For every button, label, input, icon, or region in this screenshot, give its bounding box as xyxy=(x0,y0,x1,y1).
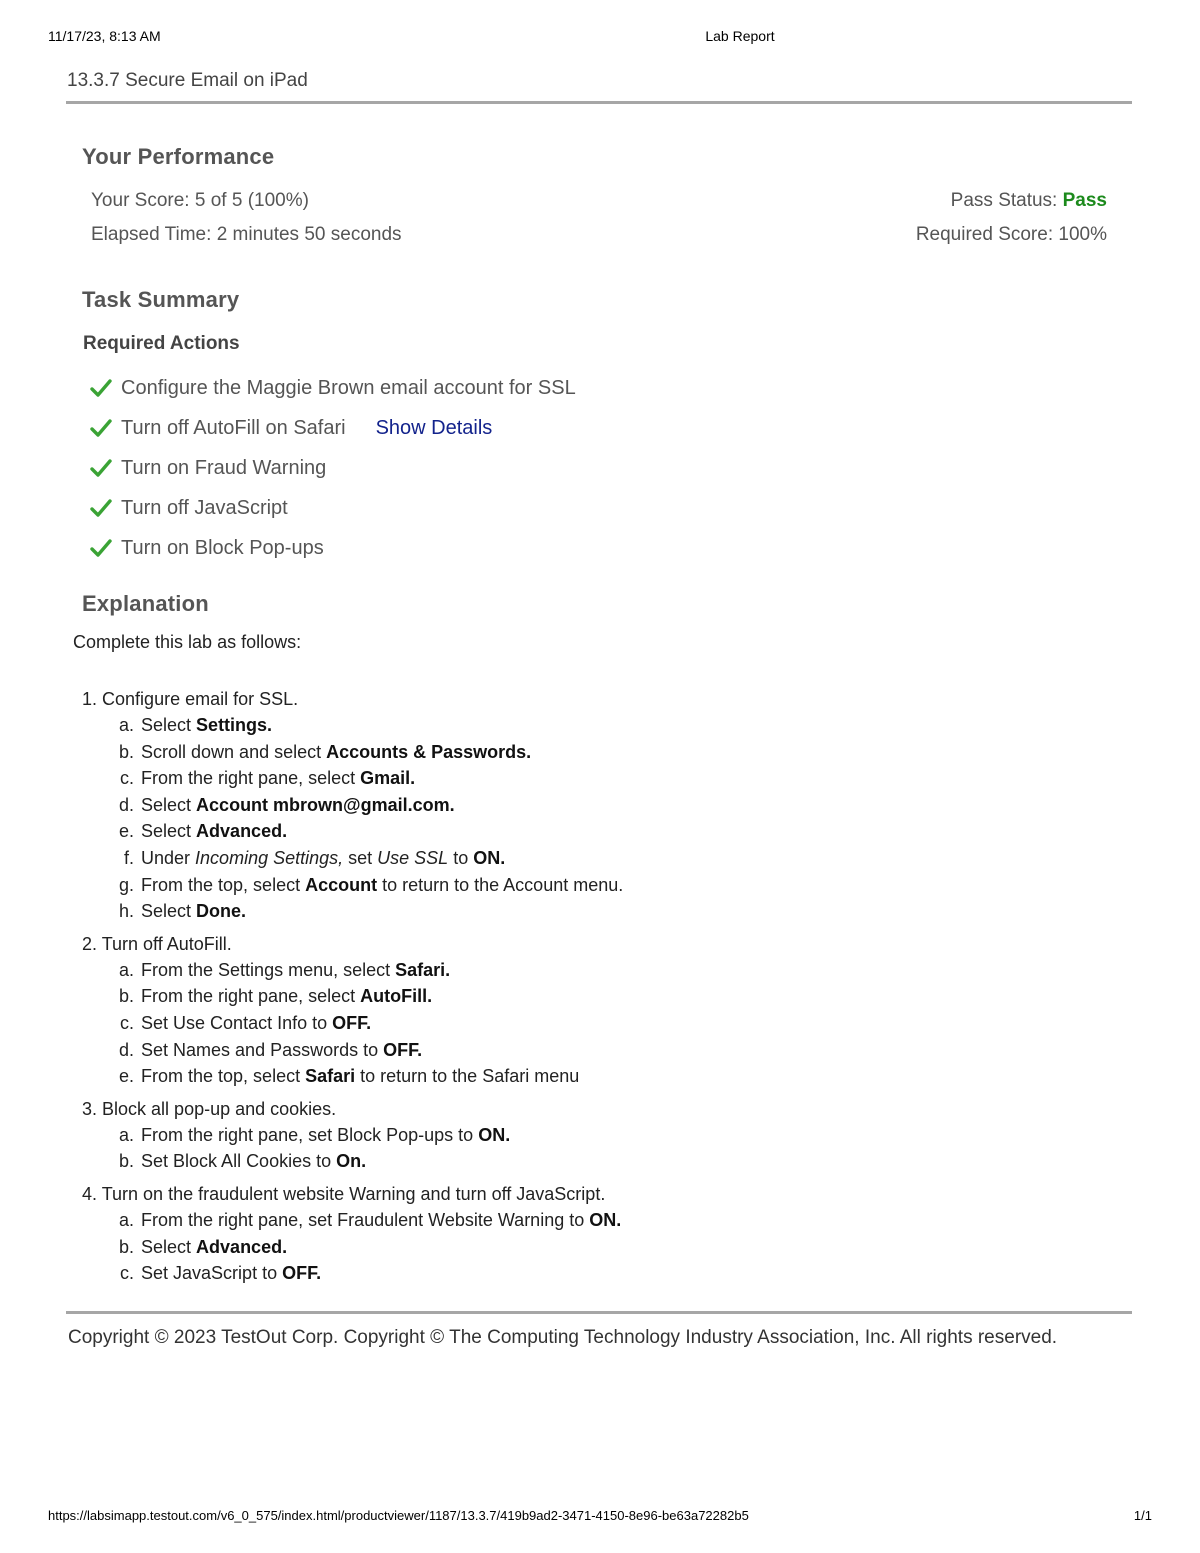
sub-step xyxy=(82,1260,1082,1287)
action-label: Turn on Block Pop-ups xyxy=(121,536,324,559)
elapsed-row xyxy=(91,224,1107,246)
sub-step-text: From the Settings menu, select xyxy=(141,959,396,980)
required-actions-list xyxy=(90,368,790,568)
action-item xyxy=(90,368,790,408)
sub-step xyxy=(82,845,1082,872)
sub-step-text: Account xyxy=(305,874,378,895)
sub-step-label: b. xyxy=(118,1151,134,1172)
step-text: Configure email for SSL. xyxy=(102,689,299,709)
step-heading xyxy=(82,931,1082,957)
explanation-step xyxy=(82,931,1082,1090)
step-heading xyxy=(82,686,1082,712)
explanation-heading: Explanation xyxy=(82,591,209,616)
page-number: 1/1 xyxy=(1133,1508,1152,1523)
task-summary-heading: Task Summary xyxy=(82,287,240,312)
print-title: Lab Report xyxy=(705,28,775,44)
step-number: 2. xyxy=(82,933,98,954)
print-header xyxy=(48,28,1152,48)
score-row xyxy=(91,190,1107,212)
sub-step-text: Done. xyxy=(196,901,247,922)
sub-step-text: Incoming Settings, xyxy=(195,847,344,868)
sub-step-text: On. xyxy=(336,1151,367,1172)
sub-step-text: Select xyxy=(141,901,197,922)
action-label: Turn off JavaScript xyxy=(121,496,288,519)
sub-step-text: OFF. xyxy=(383,1039,423,1060)
sub-step-text: set xyxy=(343,847,378,868)
sub-step-text: ON. xyxy=(473,847,506,868)
checkmark-icon xyxy=(90,457,112,479)
sub-step-label: e. xyxy=(118,1066,134,1087)
checkmark-icon xyxy=(90,537,112,559)
pass-status xyxy=(951,190,1107,212)
elapsed-label: Elapsed Time: xyxy=(91,224,212,245)
step-text: Block all pop-up and cookies. xyxy=(102,1098,337,1119)
sub-step-label: d. xyxy=(118,794,134,815)
sub-step-text: Settings. xyxy=(196,715,273,735)
score-label: Your Score: xyxy=(91,190,190,211)
required-score xyxy=(916,224,1107,246)
sub-step xyxy=(82,818,1082,845)
sub-step-text: Set Block All Cookies to xyxy=(141,1151,337,1172)
explanation-step xyxy=(82,1096,1082,1175)
sub-step-text: Select xyxy=(141,715,197,735)
sub-step-text: Use SSL xyxy=(377,847,449,868)
sub-step xyxy=(82,1207,1082,1234)
bottom-divider xyxy=(66,1311,1132,1314)
sub-step xyxy=(82,1063,1082,1090)
step-heading xyxy=(82,1096,1082,1122)
score-value: 5 of 5 (100%) xyxy=(194,190,309,211)
lab-title: 13.3.7 Secure Email on iPad xyxy=(67,70,308,91)
explanation-step xyxy=(82,686,1082,925)
sub-step xyxy=(82,1037,1082,1064)
show-details-link[interactable]: Show Details xyxy=(375,416,493,439)
copyright-notice: Copyright © 2023 TestOut Corp. Copyright © The Computing Technology Industry Association, Inc. All rights reserved. xyxy=(68,1327,1058,1348)
sub-step-label: a. xyxy=(118,1124,134,1145)
sub-step-text: From the top, select xyxy=(141,874,306,895)
sub-step-label: f. xyxy=(123,847,134,868)
action-label: Turn on Fraud Warning xyxy=(121,456,327,479)
sub-step xyxy=(82,1122,1082,1149)
sub-step-label: a. xyxy=(118,959,134,980)
required-actions-heading: Required Actions xyxy=(83,333,240,354)
sub-step-text: OFF. xyxy=(332,1012,372,1033)
sub-step-text: Safari xyxy=(305,1066,356,1087)
sub-step-text: OFF. xyxy=(282,1263,322,1284)
pass-status-value: Pass xyxy=(1062,190,1107,211)
step-number: 1. xyxy=(82,689,98,709)
sub-step xyxy=(82,898,1082,925)
pass-status-label: Pass Status: xyxy=(950,190,1058,211)
sub-step-text: Scroll down and select xyxy=(141,741,327,762)
sub-step-text: Advanced. xyxy=(196,821,288,842)
sub-step-text: Set JavaScript to xyxy=(141,1263,283,1284)
sub-step xyxy=(82,792,1082,819)
sub-step xyxy=(82,1234,1082,1261)
sub-step-text: ON. xyxy=(589,1209,622,1230)
explanation-steps xyxy=(82,686,1082,1293)
action-item xyxy=(90,448,790,488)
sub-step-text: to return to the Account menu. xyxy=(377,874,624,895)
step-text: Turn off AutoFill. xyxy=(101,933,232,954)
sub-step-label: b. xyxy=(118,741,134,762)
checkmark-icon xyxy=(90,417,112,439)
print-footer xyxy=(48,1508,1152,1528)
explanation-step xyxy=(82,1181,1082,1287)
sub-step-text: From the right pane, set Block Pop-ups to xyxy=(141,1124,479,1145)
sub-step-text: AutoFill. xyxy=(360,986,433,1007)
sub-step-text: Accounts & Passwords. xyxy=(326,741,532,762)
action-label: Configure the Maggie Brown email account for SSL xyxy=(121,376,576,399)
sub-step-label: h. xyxy=(118,901,134,922)
sub-step-label: a. xyxy=(118,715,134,735)
sub-step xyxy=(82,739,1082,766)
sub-step-text: Gmail. xyxy=(360,768,416,789)
sub-step-label: g. xyxy=(118,874,134,895)
checkmark-icon xyxy=(90,497,112,519)
sub-step-text: Under xyxy=(141,847,196,868)
action-item xyxy=(90,488,790,528)
sub-step-text: Select xyxy=(141,794,197,815)
sub-step-text: to xyxy=(448,847,474,868)
sub-step-text: From the right pane, select xyxy=(141,768,361,789)
sub-step xyxy=(82,765,1082,792)
sub-step-label: d. xyxy=(118,1039,134,1060)
required-score-value: 100% xyxy=(1058,224,1107,245)
sub-step xyxy=(82,957,1082,984)
sub-step-text: Set Use Contact Info to xyxy=(141,1012,333,1033)
sub-step-label: b. xyxy=(118,1236,134,1257)
step-text: Turn on the fraudulent website Warning and turn off JavaScript. xyxy=(101,1183,606,1204)
action-label: Turn off AutoFill on Safari xyxy=(121,416,346,439)
sub-step-text: From the right pane, set Fraudulent Website Warning to xyxy=(141,1209,590,1230)
sub-step-text: to return to the Safari menu xyxy=(355,1066,580,1087)
sub-step-text: Select xyxy=(141,1236,197,1257)
print-url: https://labsimapp.testout.com/v6_0_575/index.html/productviewer/1187/13.3.7/419b9ad2-3471-4150-8e96-be63a72282b5 xyxy=(48,1508,749,1523)
sub-step xyxy=(82,1010,1082,1037)
sub-step-text: Select xyxy=(141,821,197,842)
sub-step-label: c. xyxy=(119,1263,134,1284)
sub-step-label: e. xyxy=(118,821,134,842)
top-divider xyxy=(66,101,1132,104)
sub-step xyxy=(82,983,1082,1010)
performance-heading: Your Performance xyxy=(82,144,275,169)
step-number: 3. xyxy=(82,1098,98,1119)
sub-step-text: Safari. xyxy=(395,959,451,980)
sub-step-label: c. xyxy=(119,1012,134,1033)
step-heading xyxy=(82,1181,1082,1207)
sub-step xyxy=(82,1148,1082,1175)
sub-step-text: Advanced. xyxy=(196,1236,288,1257)
action-item xyxy=(90,408,790,448)
action-item xyxy=(90,528,790,568)
sub-step xyxy=(82,712,1082,739)
sub-step xyxy=(82,872,1082,899)
sub-step-label: c. xyxy=(119,768,134,789)
sub-step-text: Set Names and Passwords to xyxy=(141,1039,384,1060)
required-score-label: Required Score: xyxy=(915,224,1054,245)
sub-step-text: Account mbrown@gmail.com. xyxy=(196,794,455,815)
step-number: 4. xyxy=(82,1183,98,1204)
sub-step-text: From the right pane, select xyxy=(141,986,361,1007)
sub-step-label: b. xyxy=(118,986,134,1007)
sub-step-label: a. xyxy=(118,1209,134,1230)
elapsed-value: 2 minutes 50 seconds xyxy=(216,224,402,245)
explanation-intro: Complete this lab as follows: xyxy=(73,632,302,652)
sub-step-text: ON. xyxy=(478,1124,511,1145)
sub-step-text: From the top, select xyxy=(141,1066,306,1087)
print-date: 11/17/23, 8:13 AM xyxy=(48,28,161,44)
checkmark-icon xyxy=(90,377,112,399)
